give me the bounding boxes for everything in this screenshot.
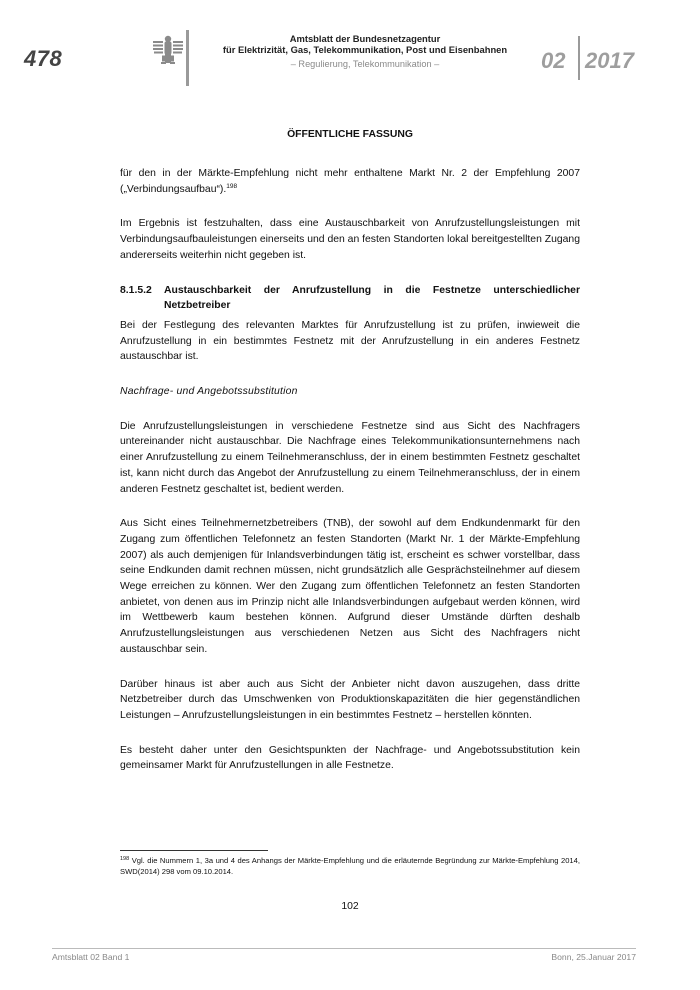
document-body xyxy=(120,166,580,793)
footnote-number: 198 xyxy=(120,856,130,862)
paragraph-7: Es besteht daher unter den Gesichtspunkten der Nachfrage- und Angebotssubstitution kein gemeinsamer Markt für Anrufzustellungen in alle Festnetze. xyxy=(120,744,580,772)
gazette-subtitle: – Regulierung, Telekommunikation – xyxy=(290,59,440,69)
gazette-title-line1: Amtsblatt der Bundesnetzagentur xyxy=(289,33,441,44)
document-title: ÖFFENTLICHE FASSUNG xyxy=(287,129,413,140)
footer-volume: Amtsblatt 02 Band 1 xyxy=(52,952,130,962)
paragraph-3: Bei der Festlegung des relevanten Marktes für Anrufzustellung ist zu prüfen, inwieweit die Anrufzustellung in ein bestimmtes Festnetz mit der Anrufzustellung in ein anderes Festnetz austauschbar ist. xyxy=(120,319,580,363)
page-number: 478 xyxy=(24,46,63,71)
footnote-text: Vgl. die Nummern 1, 3a und 4 des Anhangs der Märkte-Empfehlung und die erläuternde Begründung zur Märkte-Empfehlung 2014, SWD(2014) 298 vom 09.10.2014. xyxy=(120,856,580,876)
footnote xyxy=(120,855,580,877)
section-heading xyxy=(120,283,580,314)
subheading: Nachfrage- und Angebotssubstitution xyxy=(120,386,298,398)
paragraph-2: Im Ergebnis ist festzuhalten, dass eine Austauschbarkeit von Anrufzustellungsleistungen mit Verbindungsaufbauleistungen einerseits und den an festen Standorten lokal bereitgestellten Zugang andererseits weiterhin nicht gegeben ist. xyxy=(120,218,580,261)
header-divider xyxy=(186,30,189,86)
issue-year: 2017 xyxy=(585,48,634,73)
gazette-title xyxy=(200,33,530,55)
section-number: 8.1.5.2 xyxy=(120,284,152,296)
gazette-title-line2: für Elektrizität, Gas, Telekommunikation, Post und Eisenbahnen xyxy=(222,44,508,55)
federal-eagle-icon xyxy=(150,32,186,68)
paragraph-4: Die Anrufzustellungsleistungen in verschiedene Festnetze sind aus Sicht des Nachfragers untereinander nicht austauschbar. Die Nachfrage eines Telekommunikationsunternehmens nach einer Anrufzustellung zu einem Teilnehmeranschluss, der in einem bestimmten Festnetz geschaltet ist, kann nicht durch das Angebot der Anrufzustellung zu einem Teilnehmeranschluss, der in einem anderen Festnetz geschaltet ist, bedient werden. xyxy=(120,420,580,495)
inner-page-number: 102 xyxy=(341,901,359,912)
paragraph-1 xyxy=(120,166,580,197)
footer-divider xyxy=(52,948,636,949)
footer-date: Bonn, 25.Januar 2017 xyxy=(551,952,636,962)
paragraph-1-text: für den in der Märkte-Empfehlung nicht mehr enthaltene Markt Nr. 2 der Empfehlung 2007 („Verbindungsaufbau“). xyxy=(120,168,580,195)
footnote-divider xyxy=(120,850,268,851)
section-title: Austauschbarkeit der Anrufzustellung in die Festnetze unterschiedlicher Netzbetreiber xyxy=(164,284,580,312)
paragraph-5: Aus Sicht eines Teilnehmernetzbetreibers (TNB), der sowohl auf dem Endkundenmarkt für den Zugang zum öffentlichen Telefonnetz an festen Standorten (Markt Nr. 1 der Märkte-Empfehlung 2007) als auch demjenigen für Inlandsverbindungen tätig ist, erscheint es schwer vorstellbar, dass seine Endkunden damit rechnen müssen, nicht grundsätzlich alle Gesprächsteilnehmer auf diesem Wege erreichen zu können. Wer den Zugang zum öffentlichen Telefonnetz an festen Standorten anbietet, von denen aus im Prinzip nicht alle Inlandsverbindungen aufgebaut werden können, wird im Wettbewerb kaum bestehen können. Aufgrund dieser Umstände dürften deshalb Anrufzustellungsleistungen aus verschiedenen Netzen aus Sicht des Nachfragers nicht austauschbar sein. xyxy=(120,518,580,655)
issue-number: 02 xyxy=(541,48,566,73)
paragraph-6: Darüber hinaus ist aber auch aus Sicht der Anbieter nicht davon auszugehen, dass dritte Netzbetreiber durch das Umschwenken von Produktionskapazitäten die hier gegenständlichen Leistungen – Anrufzustellungsleistungen in ein bestimmtes Festnetz – herstellen könnten. xyxy=(120,678,580,721)
issue-divider xyxy=(578,36,580,80)
footnote-ref[interactable]: 198 xyxy=(226,182,238,190)
